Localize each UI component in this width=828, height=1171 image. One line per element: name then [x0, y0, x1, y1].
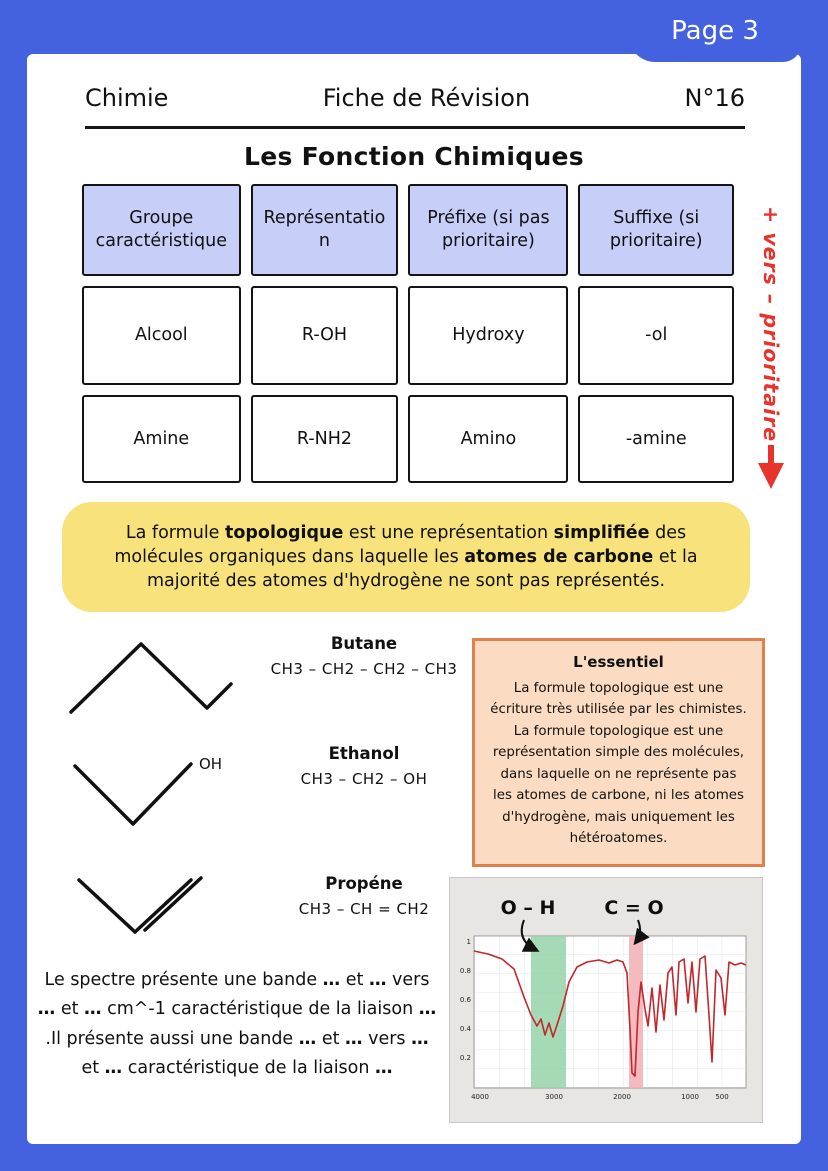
table-header-cell: Suffixe (si prioritaire)	[578, 184, 734, 276]
sheet-header	[85, 84, 745, 129]
essential-title: L'essentiel	[573, 653, 664, 671]
molecule-label-butane	[259, 634, 469, 678]
y-tick: 0.4	[459, 1025, 471, 1033]
table-cell: -amine	[578, 395, 734, 483]
priority-arrow-label: + vers – prioritaire	[759, 206, 783, 443]
molecule-formula: CH3 – CH = CH2	[298, 900, 430, 918]
table-cell: Amino	[408, 395, 568, 483]
x-tick: 3000	[545, 1093, 563, 1101]
priority-arrow	[747, 206, 795, 526]
page-number-tab	[629, 0, 801, 62]
molecule-name: Propéne	[325, 874, 403, 893]
page-title: Les Fonction Chimiques	[244, 142, 584, 171]
essential-box	[472, 638, 765, 867]
y-tick: 0.6	[459, 996, 471, 1004]
butane-skeletal-drawing	[65, 634, 265, 719]
table-header-cell: Représentation	[251, 184, 399, 276]
co-annotation-label: C = O	[604, 897, 664, 919]
table-cell: R-OH	[251, 286, 399, 385]
arrow-down-icon	[757, 445, 785, 489]
molecule-name: Ethanol	[328, 744, 400, 763]
topology-note: La formule topologique est une représentation simplifiée des molécules organiques dans laquelle les atomes de carbone et la majorité des atomes d'hydrogène ne sont pas représentés.	[62, 502, 750, 612]
table-header-cell: Préfixe (si pas prioritaire)	[408, 184, 568, 276]
table-cell: R-NH2	[251, 395, 399, 483]
revision-sheet	[27, 54, 801, 1144]
molecule-formula: CH3 – CH2 – CH2 – CH3	[270, 660, 458, 678]
table-header-cell: Groupe caractéristique	[82, 184, 241, 276]
ir-spectrum-chart	[450, 878, 762, 1122]
propene-skeletal-drawing	[73, 870, 218, 940]
essential-body: La formule topologique est une écriture très utilisée par les chimistes. La formule topologique est une représentation simple des molécules, dans laquelle on ne représente pas les atomes de carbone, ni les atomes d'hydrogène, mais uniquement les hétéroatomes.	[490, 681, 747, 847]
table-cell: Hydroxy	[408, 286, 568, 385]
ir-spectrum-photo	[450, 878, 762, 1122]
sheet-number: N°16	[684, 84, 745, 112]
spectrum-fill-in-text: Le spectre présente une bande … et … vers … et … cm^-1 caractéristique de la liaison … .Il présente aussi une bande … et … vers … et … caractéristique de la liaison …	[37, 970, 437, 1079]
subject-label: Chimie	[85, 84, 169, 112]
x-tick: 4000	[471, 1093, 489, 1101]
functions-table	[82, 184, 734, 483]
molecule-name: Butane	[330, 634, 398, 653]
y-tick: 1	[466, 938, 471, 946]
x-tick: 2000	[613, 1093, 631, 1101]
y-tick: 0.2	[459, 1054, 471, 1062]
table-cell: Alcool	[82, 286, 241, 385]
table-cell: -ol	[578, 286, 734, 385]
page-number-label: Page 3	[671, 16, 759, 46]
molecule-label-ethanol	[259, 744, 469, 788]
sheet-title: Fiche de Révision	[322, 84, 531, 112]
oh-atom-label: OH	[199, 755, 223, 773]
oh-annotation-label: O – H	[500, 897, 556, 919]
molecule-formula: CH3 – CH2 – OH	[300, 770, 428, 788]
x-tick: 500	[715, 1093, 729, 1101]
table-cell: Amine	[82, 395, 241, 483]
molecule-label-propene	[259, 874, 469, 918]
y-tick: 0.8	[459, 967, 471, 975]
x-tick: 1000	[681, 1093, 699, 1101]
ethanol-skeletal-drawing	[69, 752, 244, 832]
